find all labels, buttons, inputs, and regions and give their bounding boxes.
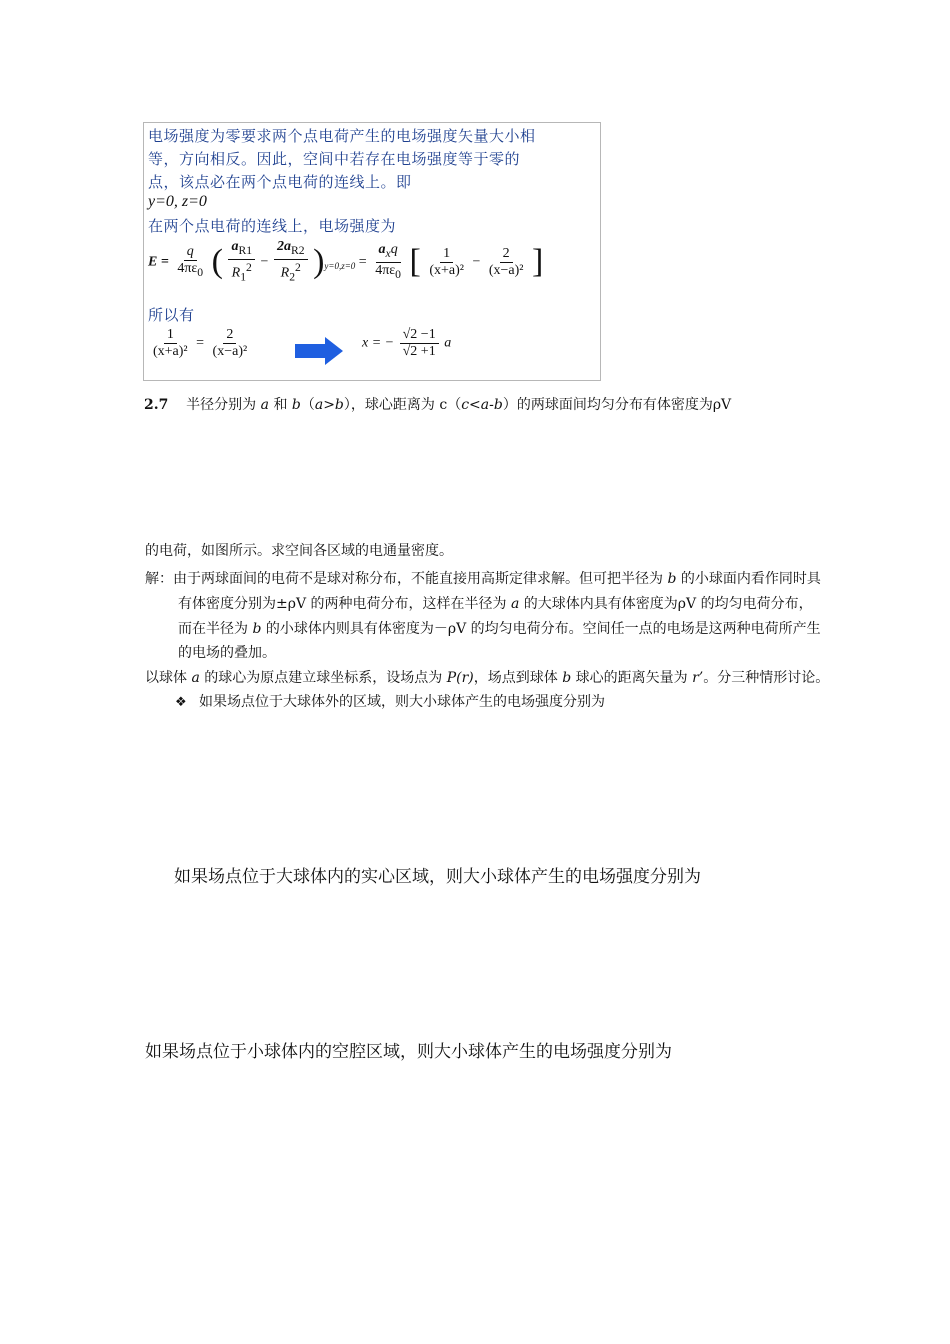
right-arrow-icon (295, 337, 343, 365)
solution-line-3: 而在半径为 b 的小球体内则具有体密度为－ρV 的均匀电荷分布。空间任一点的电场是这两种电荷所产生 (178, 621, 821, 637)
eq-ax: a (378, 241, 386, 257)
eq-frac-two (486, 246, 527, 279)
final-lhs: x = − (362, 335, 395, 351)
final-rhs: a (444, 335, 452, 351)
eq-frac-r1: $\frac{a_{R1}}{R_1^2}$ (228, 239, 255, 285)
solution-figure (143, 122, 601, 381)
eq-frac-q: $\frac{q}{4\pi\varepsilon_0}$ (177, 243, 204, 279)
eq-cond: y=0,z=0 (324, 261, 356, 272)
final-den: √2 +1 (402, 344, 436, 359)
figure-line-3: 点，该点必在两个点电荷的连线上。即 (148, 173, 412, 191)
eq-frac-axq: $\frac{a_xq}{4\pi\varepsilon_0}$ (375, 241, 401, 281)
ratio-equation: $\frac{1}{\text{(x+a)²}}$ = $\frac{2}{\text{(x−a)²}}$ (153, 327, 248, 359)
figure-line-2: 等，方向相反。因此，空间中若存在电场强度等于零的 (148, 150, 521, 168)
eq-frac-r2: $\frac{2a_{R2}}{R_2^2}$ (274, 239, 308, 285)
solution-x (362, 327, 451, 360)
solution-line-4: 的电场的叠加。 (178, 645, 276, 661)
eq-q: q (186, 243, 194, 259)
eq-den2: (x−a)² (488, 262, 524, 278)
figure-line-4: 在两个点电荷的连线上，电场强度为 (148, 217, 397, 235)
eq-two: 2 (500, 246, 513, 263)
eq-one: 1 (440, 246, 453, 263)
case-2: 如果场点位于大球体内的实心区域，则大小球体产生的电场强度分别为 (174, 867, 701, 887)
field-equation: E = $\frac{q}{4\pi\varepsilon_0}$ ( $\frac{a_{R1}}{R_1^2}$ − $\frac{2a_{R2}}{R_2^2}$ )$_{y=0,z=0}$ = $\frac{a_xq}{4\pi\varepsilon_0}$ [ $\frac{1}{\text{(x+a)²}}$ − $\frac{2}{\text{(x−a)²}}$ ] (148, 239, 544, 284)
eq-ar1: a (231, 239, 239, 254)
eq-r1sq: R (231, 265, 241, 281)
eq-r2sq: R (280, 265, 290, 281)
eq-ar1-sub: R1 (238, 243, 253, 257)
eq-frac-one (426, 246, 467, 279)
eq-2ar2: 2a (276, 239, 291, 254)
figure-line-1: 电场强度为零要求两个点电荷产生的电场强度矢量大小相 (148, 127, 536, 145)
eq-den1: (x+a)² (429, 262, 464, 278)
case-3: 如果场点位于小球体内的空腔区域，则大小球体产生的电场强度分别为 (145, 1042, 672, 1062)
eq-4pe: 4πε (177, 260, 198, 276)
eq-axq-rest: q (390, 241, 398, 257)
eq-ar2-sub: R2 (290, 243, 305, 257)
problem-number: 2.7 (144, 397, 169, 413)
figure-yz-condition: y=0, z=0 (148, 193, 207, 210)
solution-line-1: 解：由于两球面间的电荷不是球对称分布，不能直接用高斯定律求解。但可把半径为 b 的小球面内看作同时具 (145, 571, 821, 587)
figure-line-5: 所以有 (148, 306, 195, 324)
problem-line-2: 的电荷，如图所示。求空间各区域的电通量密度。 (145, 543, 453, 559)
case-1: ❖ 如果场点位于大球体外的区域，则大小球体产生的电场强度分别为 (175, 694, 605, 710)
problem-2-7: 2.7 半径分别为 a 和 b（a>b），球心距离为 c（c<a-b）的两球面间均匀分布有体密度为ρV (144, 397, 732, 413)
diamond-bullet-icon: ❖ (175, 695, 187, 710)
solution-line-2: 有体密度分别为±ρV 的两种电荷分布，这样在半径为 a 的大球体内具有体密度为ρV 的均匀电荷分布， (178, 596, 813, 612)
final-num: √2 −1 (400, 327, 439, 344)
eq-e-lhs: E = (148, 254, 169, 270)
coordinate-setup: 以球体 a 的球心为原点建立球坐标系，设场点为 P(r)，场点到球体 b 球心的距离矢量为 r’。分三种情形讨论。 (145, 670, 830, 686)
